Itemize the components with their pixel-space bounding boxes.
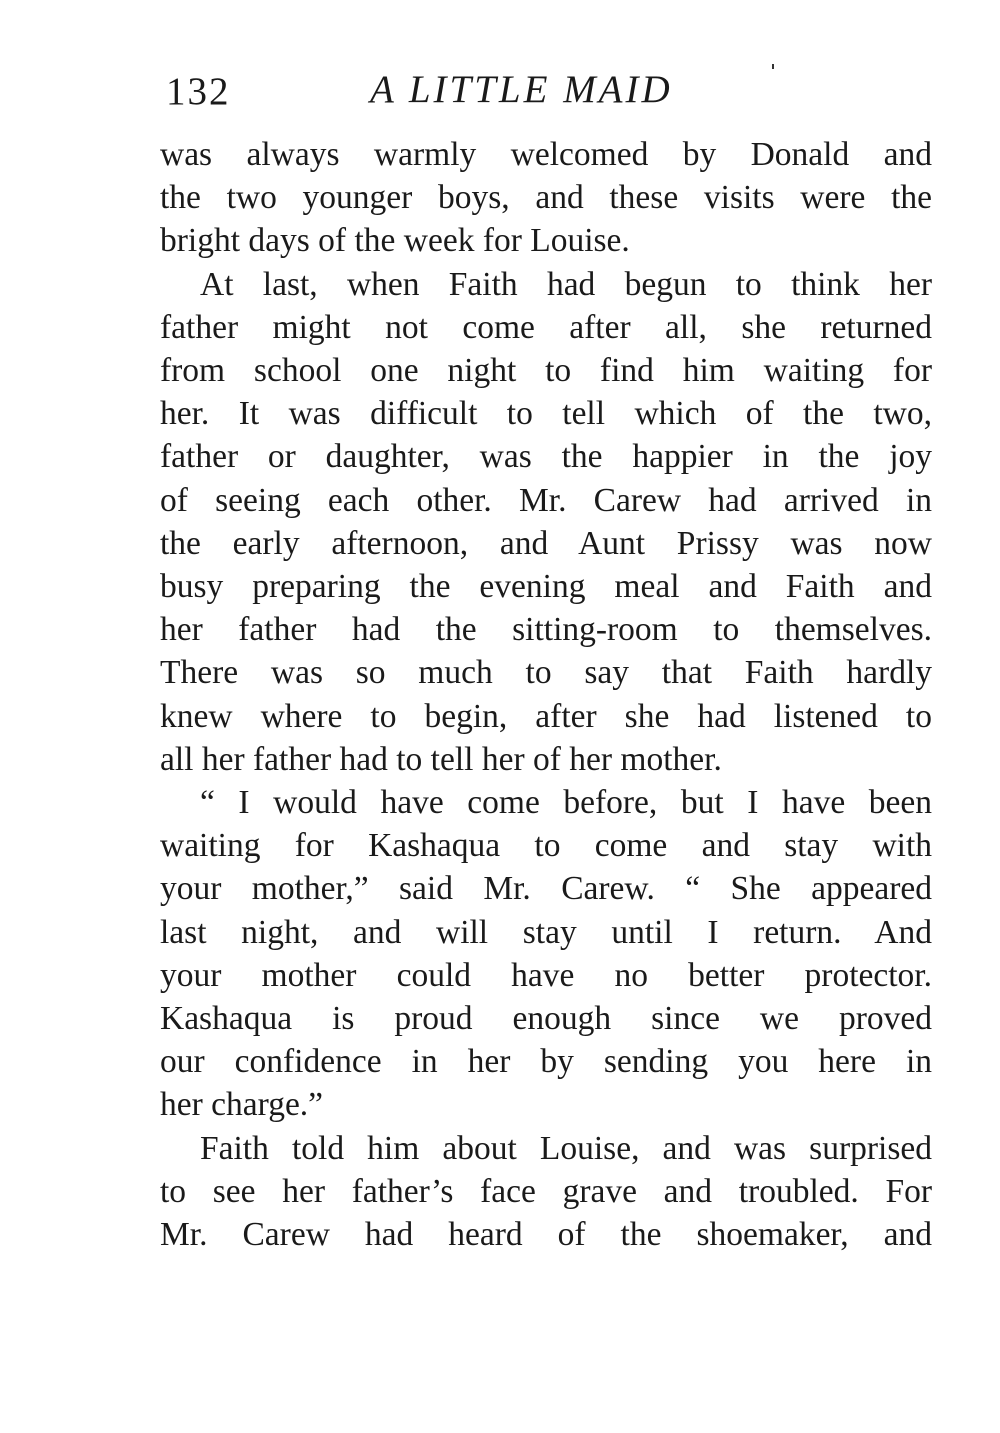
running-head — [160, 66, 932, 114]
text-line: father might not come after all, she returned — [160, 308, 932, 346]
body-text — [160, 133, 932, 1256]
text-line: Mr. Carew had heard of the shoemaker, and — [160, 1216, 932, 1254]
text-line: her father had the sitting-room to themselves. — [160, 611, 932, 649]
paragraph-1 — [160, 133, 932, 263]
ink-speck — [772, 64, 774, 69]
text-line: her. It was difficult to tell which of the two, — [160, 395, 932, 433]
text-line: our confidence in her by sending you here in — [160, 1043, 932, 1081]
text-line: Kashaqua is proud enough since we proved — [160, 1000, 932, 1038]
text-line: to see her father’s face grave and troubled. For — [160, 1172, 932, 1210]
text-line: her charge.” — [160, 1086, 324, 1124]
paragraph-4 — [160, 1127, 932, 1257]
text-line: the two younger boys, and these visits were the — [160, 179, 932, 217]
text-line: “ I would have come before, but I have been — [200, 784, 932, 822]
text-line: the early afternoon, and Aunt Prissy was now — [160, 524, 932, 562]
text-line: There was so much to say that Faith hardly — [160, 654, 932, 692]
text-line: At last, when Faith had begun to think her — [200, 265, 932, 303]
text-line: your mother could have no better protector. — [160, 956, 932, 994]
paragraph-3 — [160, 781, 932, 1127]
text-line: knew where to begin, after she had listened to — [160, 697, 932, 735]
paragraph-2 — [160, 263, 932, 781]
text-line: busy preparing the evening meal and Faith and — [160, 568, 932, 606]
text-line: from school one night to find him waiting for — [160, 352, 932, 390]
text-line: last night, and will stay until I return. And — [160, 913, 932, 951]
text-line: bright days of the week for Louise. — [160, 222, 630, 260]
page-number: 132 — [166, 70, 231, 113]
text-line: of seeing each other. Mr. Carew had arrived in — [160, 481, 932, 519]
text-line: father or daughter, was the happier in the joy — [160, 438, 932, 476]
running-title: A LITTLE MAID — [370, 68, 673, 111]
text-line: all her father had to tell her of her mother. — [160, 740, 722, 778]
text-line: was always warmly welcomed by Donald and — [160, 136, 932, 173]
book-page — [160, 66, 932, 1256]
text-line: your mother,” said Mr. Carew. “ She appeared — [160, 870, 932, 908]
text-line: Faith told him about Louise, and was surprised — [200, 1129, 932, 1167]
text-line: waiting for Kashaqua to come and stay with — [160, 827, 932, 865]
